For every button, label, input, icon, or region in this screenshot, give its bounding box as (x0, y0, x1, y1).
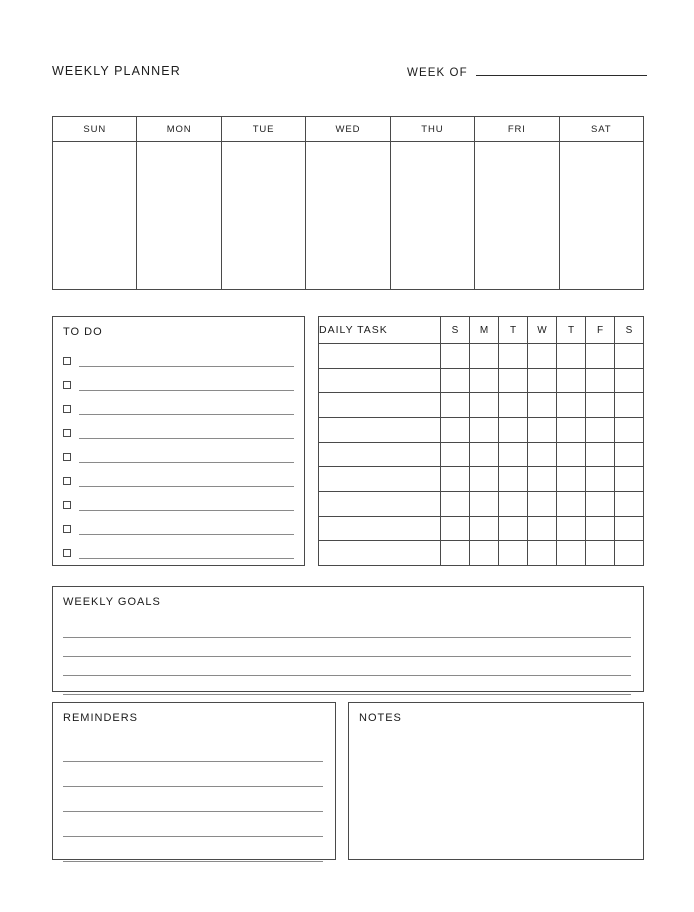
todo-input-line[interactable] (79, 355, 294, 367)
daily-task-check-cell[interactable] (615, 393, 644, 418)
daily-task-row[interactable] (319, 417, 643, 442)
daily-task-day-label: T (557, 317, 586, 344)
todo-checkbox[interactable] (63, 453, 71, 461)
weekly-goals-lines (63, 619, 631, 695)
daily-task-check-cell[interactable] (557, 541, 586, 565)
todo-input-line[interactable] (79, 523, 294, 535)
daily-task-check-cell[interactable] (586, 393, 615, 418)
daily-task-check-cell[interactable] (615, 344, 644, 369)
daily-task-name-cell[interactable] (319, 516, 441, 541)
daily-task-check-cell[interactable] (586, 417, 615, 442)
todo-row[interactable] (63, 493, 294, 517)
daily-task-check-cell[interactable] (499, 393, 528, 418)
todo-checkbox[interactable] (63, 381, 71, 389)
daily-task-check-cell[interactable] (557, 491, 586, 516)
week-day-column[interactable] (475, 117, 559, 289)
daily-task-row[interactable] (319, 541, 643, 565)
daily-task-check-cell[interactable] (441, 368, 470, 393)
week-day-cell[interactable] (222, 142, 305, 289)
notes-title: NOTES (359, 712, 402, 724)
daily-task-check-cell[interactable] (441, 417, 470, 442)
daily-task-check-cell[interactable] (557, 393, 586, 418)
daily-task-check-cell[interactable] (441, 344, 470, 369)
todo-row[interactable] (63, 421, 294, 445)
daily-task-check-cell[interactable] (586, 344, 615, 369)
todo-checkbox[interactable] (63, 357, 71, 365)
daily-task-row[interactable] (319, 491, 643, 516)
daily-task-check-cell[interactable] (470, 344, 499, 369)
daily-task-row[interactable] (319, 467, 643, 492)
daily-task-row[interactable] (319, 368, 643, 393)
week-of-label: WEEK OF (407, 67, 468, 79)
reminders-section (52, 702, 336, 860)
week-of-field[interactable] (407, 62, 647, 79)
daily-task-check-cell[interactable] (499, 368, 528, 393)
daily-task-name-cell[interactable] (319, 541, 441, 565)
daily-task-check-cell[interactable] (528, 467, 557, 492)
todo-checkbox[interactable] (63, 525, 71, 533)
daily-task-check-cell[interactable] (586, 467, 615, 492)
daily-task-check-cell[interactable] (441, 541, 470, 565)
daily-task-check-cell[interactable] (615, 417, 644, 442)
daily-task-check-cell[interactable] (528, 491, 557, 516)
daily-task-check-cell[interactable] (499, 541, 528, 565)
week-day-label: WED (306, 117, 389, 142)
daily-task-check-cell[interactable] (499, 516, 528, 541)
todo-input-line[interactable] (79, 379, 294, 391)
daily-task-check-cell[interactable] (499, 467, 528, 492)
weekly-goals-line[interactable] (63, 638, 631, 657)
daily-task-section (318, 316, 644, 566)
reminders-line[interactable] (63, 762, 323, 787)
reminders-line[interactable] (63, 812, 323, 837)
daily-task-check-cell[interactable] (470, 541, 499, 565)
week-day-label: MON (137, 117, 220, 142)
daily-task-name-cell[interactable] (319, 417, 441, 442)
reminders-line[interactable] (63, 737, 323, 762)
daily-task-check-cell[interactable] (557, 344, 586, 369)
todo-title: TO DO (63, 326, 103, 338)
week-day-label: FRI (475, 117, 558, 142)
daily-task-check-cell[interactable] (557, 442, 586, 467)
todo-list (63, 349, 294, 565)
week-day-label: THU (391, 117, 474, 142)
daily-task-check-cell[interactable] (470, 491, 499, 516)
weekly-goals-section (52, 586, 644, 692)
daily-task-check-cell[interactable] (615, 541, 644, 565)
daily-task-check-cell[interactable] (557, 467, 586, 492)
daily-task-check-cell[interactable] (615, 516, 644, 541)
todo-checkbox[interactable] (63, 549, 71, 557)
daily-task-check-cell[interactable] (499, 491, 528, 516)
daily-task-row[interactable] (319, 516, 643, 541)
daily-task-name-cell[interactable] (319, 442, 441, 467)
daily-task-check-cell[interactable] (615, 491, 644, 516)
daily-task-row[interactable] (319, 344, 643, 369)
daily-task-check-cell[interactable] (586, 368, 615, 393)
daily-task-check-cell[interactable] (615, 467, 644, 492)
todo-input-line[interactable] (79, 403, 294, 415)
daily-task-name-cell[interactable] (319, 368, 441, 393)
daily-task-check-cell[interactable] (615, 442, 644, 467)
daily-task-check-cell[interactable] (586, 541, 615, 565)
todo-row[interactable] (63, 373, 294, 397)
daily-task-check-cell[interactable] (557, 368, 586, 393)
daily-task-name-cell[interactable] (319, 467, 441, 492)
daily-task-check-cell[interactable] (528, 393, 557, 418)
todo-checkbox[interactable] (63, 405, 71, 413)
week-day-label: SUN (53, 117, 136, 142)
weekly-goals-line[interactable] (63, 676, 631, 695)
todo-input-line[interactable] (79, 427, 294, 439)
daily-task-day-label: S (441, 317, 470, 344)
page-header (52, 62, 646, 88)
daily-task-check-cell[interactable] (528, 541, 557, 565)
daily-task-row[interactable] (319, 393, 643, 418)
week-day-column[interactable] (53, 117, 137, 289)
daily-task-check-cell[interactable] (528, 516, 557, 541)
daily-task-day-label: S (615, 317, 644, 344)
daily-task-check-cell[interactable] (441, 393, 470, 418)
daily-task-header-row (319, 317, 643, 344)
reminders-line[interactable] (63, 787, 323, 812)
todo-row[interactable] (63, 517, 294, 541)
daily-task-check-cell[interactable] (528, 344, 557, 369)
daily-task-title: DAILY TASK (319, 317, 441, 344)
todo-input-line[interactable] (79, 475, 294, 487)
reminders-line[interactable] (63, 837, 323, 862)
todo-checkbox[interactable] (63, 501, 71, 509)
todo-checkbox[interactable] (63, 429, 71, 437)
daily-task-name-cell[interactable] (319, 491, 441, 516)
week-of-input-line[interactable] (476, 62, 647, 76)
daily-task-check-cell[interactable] (499, 417, 528, 442)
daily-task-check-cell[interactable] (441, 467, 470, 492)
week-day-cell[interactable] (475, 142, 558, 289)
daily-task-check-cell[interactable] (615, 368, 644, 393)
daily-task-check-cell[interactable] (441, 491, 470, 516)
daily-task-check-cell[interactable] (470, 467, 499, 492)
daily-task-check-cell[interactable] (557, 417, 586, 442)
daily-task-check-cell[interactable] (441, 442, 470, 467)
week-day-column[interactable] (222, 117, 306, 289)
daily-task-header (319, 317, 643, 344)
daily-task-body (319, 344, 643, 566)
daily-task-day-label: T (499, 317, 528, 344)
daily-task-check-cell[interactable] (470, 368, 499, 393)
daily-task-check-cell[interactable] (528, 417, 557, 442)
reminders-title: REMINDERS (63, 712, 139, 724)
reminders-lines (63, 737, 323, 862)
todo-input-line[interactable] (79, 499, 294, 511)
daily-task-name-cell[interactable] (319, 344, 441, 369)
weekly-goals-line[interactable] (63, 619, 631, 638)
daily-task-day-label: F (586, 317, 615, 344)
todo-section (52, 316, 305, 566)
todo-row[interactable] (63, 469, 294, 493)
week-day-cell[interactable] (560, 142, 643, 289)
week-day-label: TUE (222, 117, 305, 142)
daily-task-check-cell[interactable] (470, 393, 499, 418)
weekly-goals-line[interactable] (63, 657, 631, 676)
daily-task-check-cell[interactable] (586, 516, 615, 541)
daily-task-check-cell[interactable] (586, 491, 615, 516)
todo-row[interactable] (63, 349, 294, 373)
notes-section[interactable] (348, 702, 644, 860)
todo-row[interactable] (63, 541, 294, 565)
daily-task-check-cell[interactable] (528, 442, 557, 467)
week-day-column[interactable] (391, 117, 475, 289)
daily-task-check-cell[interactable] (586, 442, 615, 467)
daily-task-name-cell[interactable] (319, 393, 441, 418)
week-grid (52, 116, 644, 290)
daily-task-check-cell[interactable] (470, 417, 499, 442)
page-title: WEEKLY PLANNER (52, 64, 181, 78)
week-day-cell[interactable] (137, 142, 220, 289)
daily-task-row[interactable] (319, 442, 643, 467)
todo-checkbox[interactable] (63, 477, 71, 485)
daily-task-table (319, 317, 643, 565)
daily-task-check-cell[interactable] (499, 344, 528, 369)
daily-task-check-cell[interactable] (528, 368, 557, 393)
daily-task-check-cell[interactable] (557, 516, 586, 541)
daily-task-day-label: W (528, 317, 557, 344)
daily-task-check-cell[interactable] (499, 442, 528, 467)
todo-input-line[interactable] (79, 547, 294, 559)
week-day-cell[interactable] (53, 142, 136, 289)
todo-row[interactable] (63, 445, 294, 469)
weekly-goals-title: WEEKLY GOALS (63, 596, 161, 608)
todo-input-line[interactable] (79, 451, 294, 463)
week-day-label: SAT (560, 117, 643, 142)
todo-row[interactable] (63, 397, 294, 421)
week-day-column[interactable] (306, 117, 390, 289)
daily-task-day-label: M (470, 317, 499, 344)
week-day-cell[interactable] (391, 142, 474, 289)
week-day-column[interactable] (137, 117, 221, 289)
daily-task-check-cell[interactable] (470, 442, 499, 467)
daily-task-check-cell[interactable] (470, 516, 499, 541)
daily-task-check-cell[interactable] (441, 516, 470, 541)
week-day-column[interactable] (560, 117, 643, 289)
week-day-cell[interactable] (306, 142, 389, 289)
